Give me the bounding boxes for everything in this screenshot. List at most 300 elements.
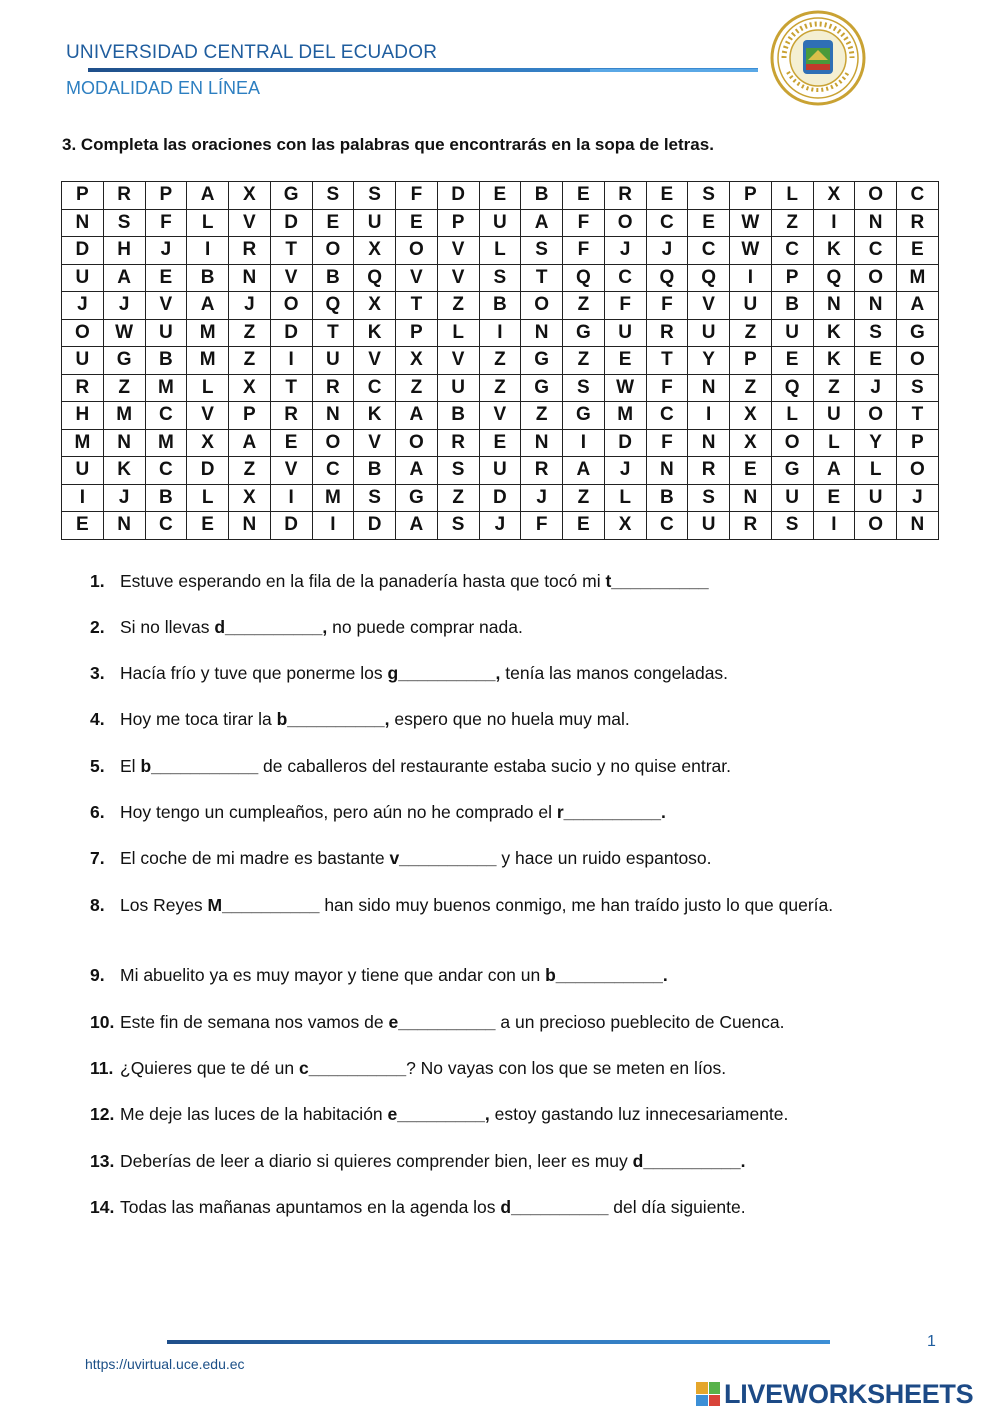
- grid-cell[interactable]: X: [730, 402, 772, 430]
- grid-cell[interactable]: V: [229, 209, 271, 237]
- grid-cell[interactable]: Z: [103, 374, 145, 402]
- grid-cell[interactable]: E: [563, 512, 605, 540]
- grid-cell[interactable]: A: [103, 264, 145, 292]
- answer-blank[interactable]: d__________: [500, 1197, 609, 1217]
- grid-cell[interactable]: J: [897, 484, 939, 512]
- grid-cell[interactable]: D: [62, 237, 104, 265]
- grid-cell[interactable]: Z: [437, 292, 479, 320]
- grid-cell[interactable]: O: [897, 457, 939, 485]
- question-post: del día siguiente.: [608, 1197, 746, 1217]
- grid-cell[interactable]: W: [730, 237, 772, 265]
- grid-cell[interactable]: V: [396, 264, 438, 292]
- grid-cell[interactable]: Z: [730, 374, 772, 402]
- grid-cell[interactable]: U: [855, 484, 897, 512]
- grid-cell[interactable]: C: [312, 457, 354, 485]
- grid-cell[interactable]: C: [646, 209, 688, 237]
- grid-row: [62, 457, 939, 485]
- grid-cell[interactable]: P: [145, 182, 187, 210]
- grid-cell[interactable]: K: [354, 319, 396, 347]
- grid-cell[interactable]: D: [187, 457, 229, 485]
- grid-cell[interactable]: U: [479, 209, 521, 237]
- grid-cell[interactable]: Z: [563, 292, 605, 320]
- grid-cell[interactable]: S: [563, 374, 605, 402]
- grid-cell[interactable]: G: [396, 484, 438, 512]
- answer-blank[interactable]: e_________,: [387, 1104, 490, 1124]
- grid-cell[interactable]: I: [688, 402, 730, 430]
- grid-cell[interactable]: P: [897, 429, 939, 457]
- grid-cell[interactable]: W: [730, 209, 772, 237]
- grid-cell[interactable]: N: [103, 512, 145, 540]
- grid-cell[interactable]: A: [521, 209, 563, 237]
- grid-cell[interactable]: F: [521, 512, 563, 540]
- grid-cell[interactable]: T: [270, 237, 312, 265]
- grid-cell[interactable]: D: [437, 182, 479, 210]
- grid-cell[interactable]: G: [103, 347, 145, 375]
- grid-cell[interactable]: B: [145, 347, 187, 375]
- grid-cell[interactable]: I: [563, 429, 605, 457]
- grid-cell[interactable]: E: [270, 429, 312, 457]
- grid-cell[interactable]: O: [855, 402, 897, 430]
- grid-cell[interactable]: Q: [688, 264, 730, 292]
- grid-cell[interactable]: S: [521, 237, 563, 265]
- grid-cell[interactable]: E: [145, 264, 187, 292]
- grid-cell[interactable]: A: [897, 292, 939, 320]
- grid-cell[interactable]: O: [396, 237, 438, 265]
- grid-cell[interactable]: S: [897, 374, 939, 402]
- grid-cell[interactable]: X: [730, 429, 772, 457]
- footer-url[interactable]: https://uvirtual.uce.edu.ec: [85, 1356, 245, 1372]
- grid-cell[interactable]: M: [103, 402, 145, 430]
- grid-cell[interactable]: R: [604, 182, 646, 210]
- grid-cell[interactable]: F: [396, 182, 438, 210]
- grid-cell[interactable]: S: [688, 484, 730, 512]
- grid-cell[interactable]: L: [437, 319, 479, 347]
- grid-cell[interactable]: Q: [646, 264, 688, 292]
- grid-cell[interactable]: Z: [479, 347, 521, 375]
- grid-cell[interactable]: M: [312, 484, 354, 512]
- answer-blank[interactable]: b__________,: [276, 709, 390, 729]
- grid-cell[interactable]: K: [103, 457, 145, 485]
- grid-cell[interactable]: Z: [479, 374, 521, 402]
- grid-cell[interactable]: N: [312, 402, 354, 430]
- grid-cell[interactable]: N: [62, 209, 104, 237]
- grid-cell[interactable]: O: [270, 292, 312, 320]
- grid-cell[interactable]: V: [270, 264, 312, 292]
- grid-cell[interactable]: A: [229, 429, 271, 457]
- grid-cell[interactable]: Z: [437, 484, 479, 512]
- grid-cell[interactable]: Y: [855, 429, 897, 457]
- grid-cell[interactable]: C: [145, 402, 187, 430]
- grid-cell[interactable]: Z: [563, 347, 605, 375]
- grid-cell[interactable]: W: [604, 374, 646, 402]
- grid-cell[interactable]: N: [813, 292, 855, 320]
- answer-blank[interactable]: g__________,: [387, 663, 501, 683]
- grid-cell[interactable]: C: [688, 237, 730, 265]
- grid-cell[interactable]: F: [145, 209, 187, 237]
- grid-cell[interactable]: U: [604, 319, 646, 347]
- grid-cell[interactable]: S: [103, 209, 145, 237]
- grid-cell[interactable]: Q: [563, 264, 605, 292]
- grid-cell[interactable]: L: [187, 374, 229, 402]
- grid-cell[interactable]: E: [62, 512, 104, 540]
- grid-cell[interactable]: Y: [688, 347, 730, 375]
- grid-cell[interactable]: E: [855, 347, 897, 375]
- grid-cell[interactable]: T: [396, 292, 438, 320]
- grid-cell[interactable]: J: [103, 292, 145, 320]
- grid-cell[interactable]: U: [312, 347, 354, 375]
- grid-cell[interactable]: X: [229, 182, 271, 210]
- grid-cell[interactable]: I: [730, 264, 772, 292]
- grid-cell[interactable]: B: [479, 292, 521, 320]
- grid-cell[interactable]: F: [646, 292, 688, 320]
- grid-cell[interactable]: E: [897, 237, 939, 265]
- grid-cell[interactable]: N: [646, 457, 688, 485]
- grid-cell[interactable]: J: [604, 457, 646, 485]
- grid-cell[interactable]: E: [730, 457, 772, 485]
- grid-cell[interactable]: N: [521, 429, 563, 457]
- grid-cell[interactable]: Q: [312, 292, 354, 320]
- grid-cell[interactable]: D: [270, 209, 312, 237]
- grid-cell[interactable]: Z: [396, 374, 438, 402]
- grid-cell[interactable]: E: [646, 182, 688, 210]
- grid-cell[interactable]: L: [771, 402, 813, 430]
- grid-cell[interactable]: J: [646, 237, 688, 265]
- grid-cell[interactable]: K: [813, 347, 855, 375]
- grid-cell[interactable]: V: [688, 292, 730, 320]
- grid-cell[interactable]: N: [855, 209, 897, 237]
- grid-cell[interactable]: R: [229, 237, 271, 265]
- grid-cell[interactable]: B: [312, 264, 354, 292]
- grid-cell[interactable]: D: [354, 512, 396, 540]
- grid-cell[interactable]: M: [145, 374, 187, 402]
- grid-cell[interactable]: F: [563, 209, 605, 237]
- grid-cell[interactable]: H: [103, 237, 145, 265]
- grid-cell[interactable]: V: [145, 292, 187, 320]
- grid-cell[interactable]: O: [312, 429, 354, 457]
- grid-cell[interactable]: S: [437, 512, 479, 540]
- grid-cell[interactable]: W: [103, 319, 145, 347]
- grid-cell[interactable]: L: [187, 484, 229, 512]
- grid-cell[interactable]: V: [479, 402, 521, 430]
- grid-cell[interactable]: A: [813, 457, 855, 485]
- grid-cell[interactable]: B: [354, 457, 396, 485]
- grid-cell[interactable]: S: [437, 457, 479, 485]
- grid-cell[interactable]: I: [270, 484, 312, 512]
- grid-cell[interactable]: C: [145, 512, 187, 540]
- grid-cell[interactable]: S: [688, 182, 730, 210]
- grid-cell[interactable]: V: [187, 402, 229, 430]
- grid-cell[interactable]: B: [646, 484, 688, 512]
- grid-cell[interactable]: I: [62, 484, 104, 512]
- grid-cell[interactable]: N: [229, 264, 271, 292]
- grid-cell[interactable]: X: [604, 512, 646, 540]
- grid-cell[interactable]: U: [354, 209, 396, 237]
- grid-cell[interactable]: E: [688, 209, 730, 237]
- grid-cell[interactable]: G: [771, 457, 813, 485]
- grid-cell[interactable]: B: [145, 484, 187, 512]
- grid-cell[interactable]: N: [855, 292, 897, 320]
- grid-cell[interactable]: T: [312, 319, 354, 347]
- grid-cell[interactable]: D: [479, 484, 521, 512]
- grid-cell[interactable]: Z: [521, 402, 563, 430]
- grid-cell[interactable]: B: [521, 182, 563, 210]
- grid-cell[interactable]: C: [604, 264, 646, 292]
- grid-cell[interactable]: G: [521, 374, 563, 402]
- question-number: 14.: [90, 1197, 115, 1217]
- grid-cell[interactable]: U: [688, 512, 730, 540]
- grid-cell[interactable]: R: [312, 374, 354, 402]
- question-item: [90, 847, 910, 869]
- grid-cell[interactable]: F: [604, 292, 646, 320]
- grid-cell[interactable]: X: [229, 374, 271, 402]
- grid-cell[interactable]: E: [479, 429, 521, 457]
- grid-cell[interactable]: P: [229, 402, 271, 430]
- grid-cell[interactable]: Z: [563, 484, 605, 512]
- grid-cell[interactable]: R: [897, 209, 939, 237]
- grid-cell[interactable]: C: [646, 402, 688, 430]
- grid-cell[interactable]: A: [563, 457, 605, 485]
- question-post: estoy gastando luz innecesariamente.: [489, 1104, 789, 1124]
- grid-cell[interactable]: E: [187, 512, 229, 540]
- grid-cell[interactable]: C: [897, 182, 939, 210]
- grid-cell[interactable]: E: [396, 209, 438, 237]
- grid-cell[interactable]: K: [813, 319, 855, 347]
- grid-cell[interactable]: V: [437, 264, 479, 292]
- grid-cell[interactable]: X: [187, 429, 229, 457]
- grid-cell[interactable]: Q: [354, 264, 396, 292]
- grid-cell[interactable]: V: [354, 347, 396, 375]
- answer-blank[interactable]: d__________,: [214, 617, 328, 637]
- grid-cell[interactable]: U: [771, 319, 813, 347]
- grid-cell[interactable]: I: [813, 512, 855, 540]
- grid-cell[interactable]: G: [563, 319, 605, 347]
- grid-cell[interactable]: X: [396, 347, 438, 375]
- grid-cell[interactable]: O: [897, 347, 939, 375]
- grid-cell[interactable]: D: [270, 319, 312, 347]
- question-item: [90, 662, 910, 684]
- grid-cell[interactable]: R: [437, 429, 479, 457]
- grid-cell[interactable]: P: [396, 319, 438, 347]
- grid-cell[interactable]: L: [187, 209, 229, 237]
- grid-cell[interactable]: M: [62, 429, 104, 457]
- answer-blank[interactable]: r__________.: [556, 802, 666, 822]
- grid-row: [62, 264, 939, 292]
- grid-cell[interactable]: S: [354, 484, 396, 512]
- grid-cell[interactable]: V: [437, 347, 479, 375]
- grid-cell[interactable]: N: [229, 512, 271, 540]
- grid-cell[interactable]: V: [437, 237, 479, 265]
- grid-cell[interactable]: X: [229, 484, 271, 512]
- grid-cell[interactable]: N: [103, 429, 145, 457]
- grid-cell[interactable]: C: [646, 512, 688, 540]
- grid-cell[interactable]: Z: [229, 457, 271, 485]
- grid-cell[interactable]: Z: [229, 319, 271, 347]
- grid-cell[interactable]: J: [521, 484, 563, 512]
- grid-cell[interactable]: M: [187, 319, 229, 347]
- grid-cell[interactable]: O: [855, 264, 897, 292]
- grid-cell[interactable]: Q: [813, 264, 855, 292]
- grid-cell[interactable]: O: [771, 429, 813, 457]
- grid-cell[interactable]: E: [479, 182, 521, 210]
- grid-cell[interactable]: F: [563, 237, 605, 265]
- grid-cell[interactable]: L: [479, 237, 521, 265]
- grid-cell[interactable]: T: [646, 347, 688, 375]
- grid-cell[interactable]: A: [396, 402, 438, 430]
- grid-cell[interactable]: H: [62, 402, 104, 430]
- grid-cell[interactable]: S: [771, 512, 813, 540]
- grid-cell[interactable]: M: [145, 429, 187, 457]
- grid-cell[interactable]: B: [187, 264, 229, 292]
- grid-cell[interactable]: I: [479, 319, 521, 347]
- grid-cell[interactable]: R: [688, 457, 730, 485]
- grid-cell[interactable]: P: [771, 264, 813, 292]
- grid-cell[interactable]: M: [604, 402, 646, 430]
- grid-cell[interactable]: V: [354, 429, 396, 457]
- grid-cell[interactable]: P: [437, 209, 479, 237]
- answer-blank[interactable]: v__________: [389, 848, 497, 868]
- grid-cell[interactable]: U: [437, 374, 479, 402]
- grid-cell[interactable]: N: [688, 374, 730, 402]
- grid-cell[interactable]: O: [521, 292, 563, 320]
- grid-cell[interactable]: B: [437, 402, 479, 430]
- grid-cell[interactable]: I: [187, 237, 229, 265]
- grid-cell[interactable]: J: [103, 484, 145, 512]
- grid-cell[interactable]: T: [897, 402, 939, 430]
- grid-cell[interactable]: D: [270, 512, 312, 540]
- grid-cell[interactable]: U: [688, 319, 730, 347]
- grid-cell[interactable]: S: [354, 182, 396, 210]
- grid-cell[interactable]: R: [730, 512, 772, 540]
- grid-cell[interactable]: R: [521, 457, 563, 485]
- grid-cell[interactable]: E: [563, 182, 605, 210]
- grid-cell[interactable]: I: [813, 209, 855, 237]
- question-text: [120, 1196, 910, 1218]
- grid-cell[interactable]: C: [855, 237, 897, 265]
- grid-cell[interactable]: D: [604, 429, 646, 457]
- grid-cell[interactable]: L: [855, 457, 897, 485]
- grid-cell[interactable]: C: [354, 374, 396, 402]
- grid-cell[interactable]: G: [270, 182, 312, 210]
- grid-cell[interactable]: L: [813, 429, 855, 457]
- answer-blank[interactable]: b___________.: [545, 965, 668, 985]
- grid-cell[interactable]: T: [270, 374, 312, 402]
- grid-cell[interactable]: U: [813, 402, 855, 430]
- answer-blank[interactable]: M__________: [207, 895, 320, 915]
- grid-cell[interactable]: J: [855, 374, 897, 402]
- grid-cell[interactable]: X: [813, 182, 855, 210]
- grid-cell[interactable]: U: [145, 319, 187, 347]
- grid-cell[interactable]: N: [730, 484, 772, 512]
- grid-cell[interactable]: P: [730, 182, 772, 210]
- grid-cell[interactable]: J: [145, 237, 187, 265]
- grid-cell[interactable]: N: [521, 319, 563, 347]
- grid-cell[interactable]: A: [396, 457, 438, 485]
- grid-cell[interactable]: G: [563, 402, 605, 430]
- grid-cell[interactable]: L: [771, 182, 813, 210]
- grid-cell[interactable]: A: [396, 512, 438, 540]
- grid-cell[interactable]: R: [62, 374, 104, 402]
- grid-cell[interactable]: V: [270, 457, 312, 485]
- grid-cell[interactable]: P: [62, 182, 104, 210]
- grid-cell[interactable]: U: [62, 264, 104, 292]
- grid-cell[interactable]: O: [62, 319, 104, 347]
- grid-cell[interactable]: C: [771, 237, 813, 265]
- grid-cell[interactable]: A: [187, 182, 229, 210]
- grid-cell[interactable]: J: [604, 237, 646, 265]
- grid-cell[interactable]: P: [730, 347, 772, 375]
- grid-cell[interactable]: I: [270, 347, 312, 375]
- grid-cell[interactable]: S: [479, 264, 521, 292]
- grid-cell[interactable]: S: [312, 182, 354, 210]
- grid-cell[interactable]: M: [187, 347, 229, 375]
- grid-cell[interactable]: U: [771, 484, 813, 512]
- grid-cell[interactable]: E: [771, 347, 813, 375]
- grid-cell[interactable]: A: [187, 292, 229, 320]
- modality-label: MODALIDAD EN LÍNEA: [66, 78, 261, 98]
- grid-cell[interactable]: Z: [813, 374, 855, 402]
- grid-cell[interactable]: T: [521, 264, 563, 292]
- grid-cell[interactable]: M: [897, 264, 939, 292]
- instruction: 3. Completa las oraciones con las palabras que encontrarás en la sopa de letras.: [62, 135, 714, 154]
- grid-cell[interactable]: X: [354, 292, 396, 320]
- grid-cell[interactable]: U: [62, 457, 104, 485]
- grid-cell[interactable]: I: [312, 512, 354, 540]
- grid-cell[interactable]: N: [897, 512, 939, 540]
- grid-cell[interactable]: E: [312, 209, 354, 237]
- grid-cell[interactable]: O: [855, 182, 897, 210]
- grid-cell[interactable]: F: [646, 429, 688, 457]
- grid-cell[interactable]: K: [354, 402, 396, 430]
- header-divider-accent: [590, 69, 758, 72]
- grid-cell[interactable]: R: [270, 402, 312, 430]
- grid-cell[interactable]: J: [229, 292, 271, 320]
- grid-cell[interactable]: O: [855, 512, 897, 540]
- grid-cell[interactable]: Z: [229, 347, 271, 375]
- grid-cell[interactable]: R: [646, 319, 688, 347]
- grid-cell[interactable]: U: [730, 292, 772, 320]
- grid-cell[interactable]: C: [145, 457, 187, 485]
- grid-cell[interactable]: S: [855, 319, 897, 347]
- answer-blank[interactable]: c__________: [299, 1058, 407, 1078]
- grid-cell[interactable]: E: [604, 347, 646, 375]
- answer-blank[interactable]: d__________.: [632, 1151, 746, 1171]
- grid-cell[interactable]: B: [771, 292, 813, 320]
- grid-cell[interactable]: X: [354, 237, 396, 265]
- grid-cell[interactable]: O: [396, 429, 438, 457]
- question-text: [120, 570, 910, 592]
- grid-cell[interactable]: E: [813, 484, 855, 512]
- grid-cell[interactable]: G: [897, 319, 939, 347]
- grid-cell[interactable]: Z: [730, 319, 772, 347]
- grid-cell[interactable]: O: [312, 237, 354, 265]
- answer-blank[interactable]: b___________: [140, 756, 259, 776]
- grid-cell[interactable]: R: [103, 182, 145, 210]
- grid-cell[interactable]: L: [604, 484, 646, 512]
- grid-cell[interactable]: J: [62, 292, 104, 320]
- answer-blank[interactable]: e__________: [388, 1012, 496, 1032]
- grid-cell[interactable]: Q: [771, 374, 813, 402]
- grid-cell[interactable]: U: [479, 457, 521, 485]
- grid-cell[interactable]: O: [604, 209, 646, 237]
- grid-cell[interactable]: U: [62, 347, 104, 375]
- grid-cell[interactable]: Z: [771, 209, 813, 237]
- grid-cell[interactable]: G: [521, 347, 563, 375]
- grid-cell[interactable]: F: [646, 374, 688, 402]
- grid-cell[interactable]: J: [479, 512, 521, 540]
- grid-cell[interactable]: K: [813, 237, 855, 265]
- grid-cell[interactable]: N: [688, 429, 730, 457]
- answer-blank[interactable]: t__________: [605, 571, 709, 591]
